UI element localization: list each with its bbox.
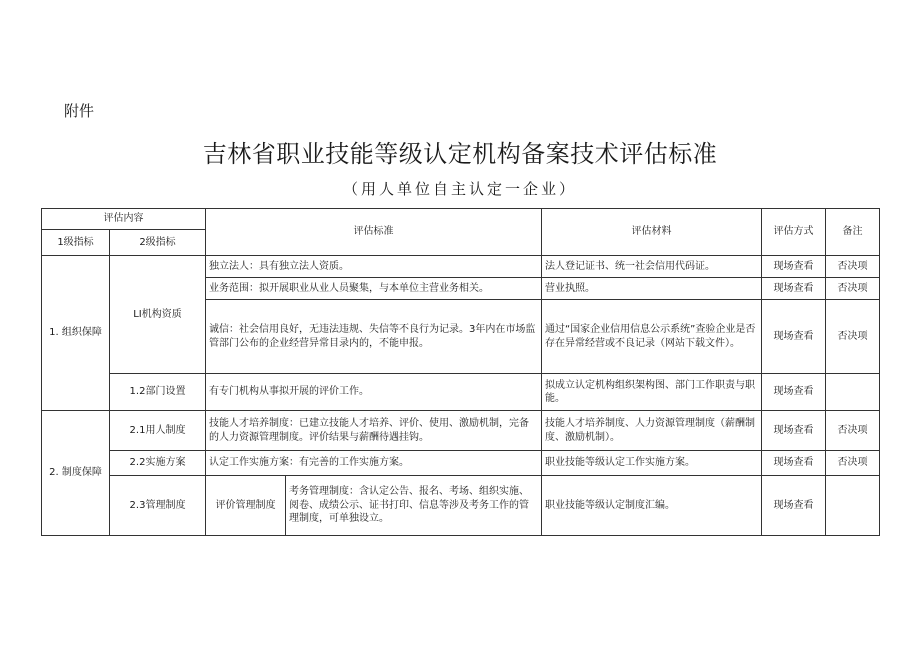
method-cell: 现场查看 [762, 476, 826, 536]
criteria-cell: 技能人才培养制度：已建立技能人才培养、评价、使用、激励机制，完备的人力资源管理制度。评价结果与薪酬待遇挂钩。 [206, 411, 542, 451]
criteria-cell: 独立法人：具有独立法人资质。 [206, 256, 542, 278]
level2-department: 1.2部门设置 [110, 374, 206, 411]
materials-cell: 法人登记证书、统一社会信用代码证。 [542, 256, 762, 278]
header-remarks: 备注 [826, 209, 880, 256]
method-cell: 现场查看 [762, 300, 826, 374]
header-level2: 2级指标 [110, 230, 206, 256]
materials-cell: 通过“国家企业信用信息公示系统”查验企业是否存在异常经营或不良记录（网站下载文件）。 [542, 300, 762, 374]
method-cell: 现场查看 [762, 278, 826, 300]
method-cell: 现场查看 [762, 374, 826, 411]
remarks-cell: 否决项 [826, 451, 880, 476]
remarks-cell: 否决项 [826, 411, 880, 451]
page-cutoff [0, 536, 920, 651]
criteria-cell: 有专门机构从事拟开展的评价工作。 [206, 374, 542, 411]
header-materials: 评估材料 [542, 209, 762, 256]
header-eval-content: 评估内容 [42, 209, 206, 230]
criteria-cell: 业务范围：拟开展职业从业人员聚集，与本单位主营业务相关。 [206, 278, 542, 300]
attachment-label: 附件 [64, 102, 95, 120]
criteria-cell: 诚信：社会信用良好，无违法违规、失信等不良行为记录。3年内在市场监管部门公布的企业经营异常目录内的，不能申报。 [206, 300, 542, 374]
document-subtitle: （用人单位自主认定一企业） [342, 180, 577, 198]
level2-employment: 2.1用人制度 [110, 411, 206, 451]
materials-cell: 职业技能等级认定工作实施方案。 [542, 451, 762, 476]
method-cell: 现场查看 [762, 256, 826, 278]
level1-organization: 1. 组织保障 [42, 256, 110, 411]
criteria-cell: 考务管理制度：含认定公告、报名、考场、组织实施、阅卷、成绩公示、证书打印、信息等涉及考务工作的管理制度，可单独设立。 [286, 476, 542, 536]
header-criteria: 评估标准 [206, 209, 542, 256]
materials-cell: 营业执照。 [542, 278, 762, 300]
materials-cell: 职业技能等级认定制度汇编。 [542, 476, 762, 536]
evaluation-table [41, 208, 880, 536]
method-cell: 现场查看 [762, 411, 826, 451]
materials-cell: 拟成立认定机构组织架构图、部门工作职责与职能。 [542, 374, 762, 411]
header-level1: 1级指标 [42, 230, 110, 256]
level1-system: 2. 制度保障 [42, 411, 110, 536]
level2-implementation: 2.2实施方案 [110, 451, 206, 476]
remarks-cell: 否决项 [826, 300, 880, 374]
sub-label-cell: 评价管理制度 [206, 476, 286, 536]
materials-cell: 技能人才培养制度、人力资源管理制度（薪酬制度、激励机制）。 [542, 411, 762, 451]
level2-qualification: LI机构资质 [110, 256, 206, 374]
remarks-cell: 否决项 [826, 256, 880, 278]
criteria-cell: 认定工作实施方案：有完善的工作实施方案。 [206, 451, 542, 476]
remarks-cell: 否决项 [826, 278, 880, 300]
document-title: 吉林省职业技能等级认定机构备案技术评估标准 [202, 140, 718, 168]
level2-management: 2.3管理制度 [110, 476, 206, 536]
remarks-cell [826, 374, 880, 411]
method-cell: 现场查看 [762, 451, 826, 476]
header-method: 评估方式 [762, 209, 826, 256]
remarks-cell [826, 476, 880, 536]
